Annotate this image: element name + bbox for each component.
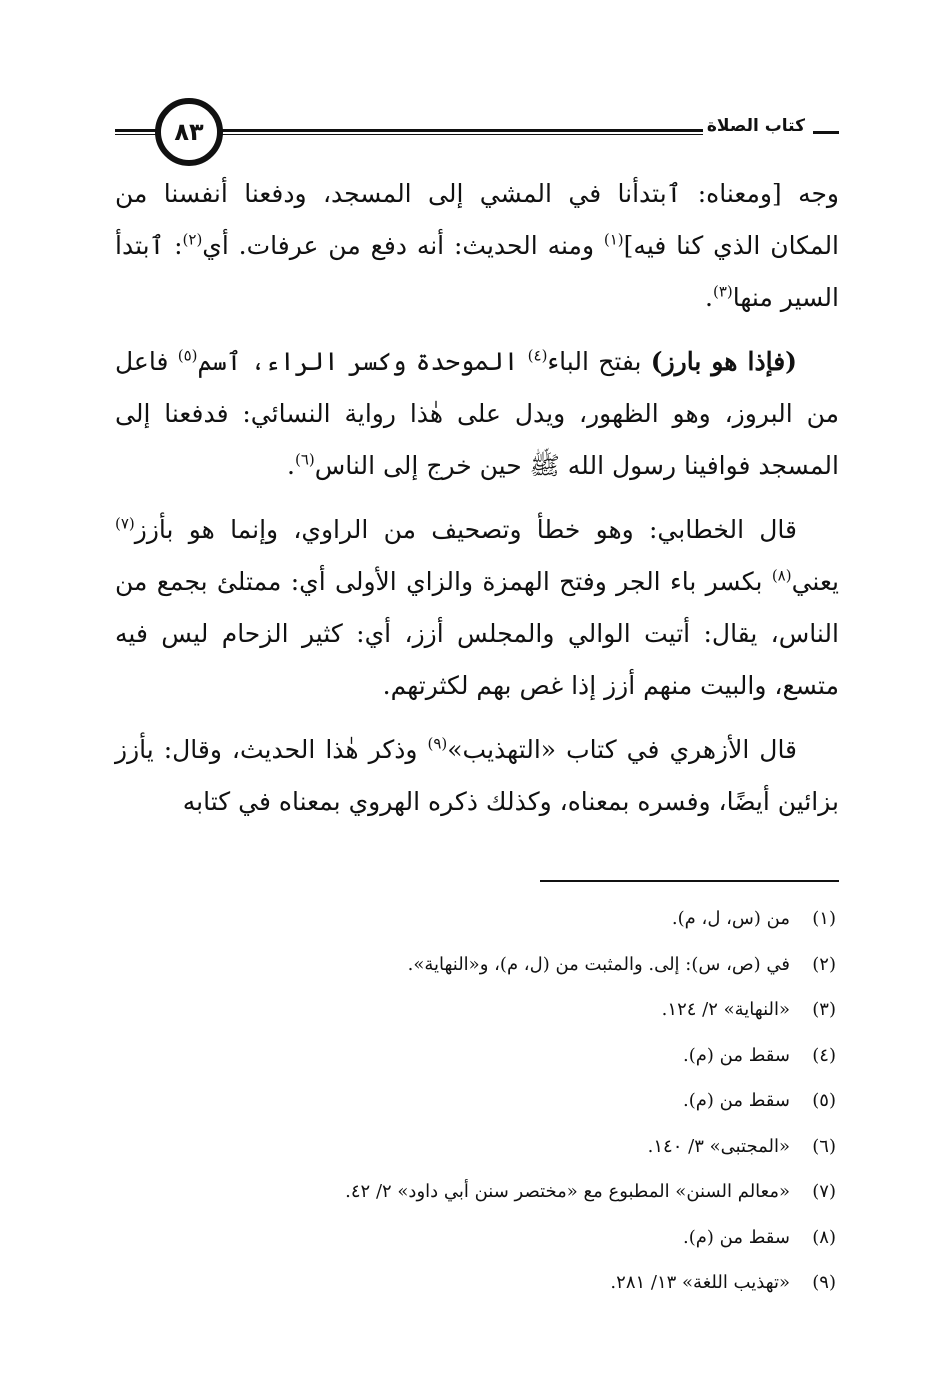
- footnote-1: [200, 896, 836, 942]
- footnote-mark: (٨): [812, 1226, 836, 1248]
- footnote-text: «المجتبى» ٣/ ١٤٠.: [647, 1135, 790, 1157]
- footnote-mark: (٧): [812, 1181, 836, 1202]
- main-text: [115, 168, 839, 840]
- footnote-5: [200, 1078, 836, 1124]
- text-run: : ٱبتدأ السير منها: [115, 231, 839, 312]
- header-rule-right-thin: [213, 134, 713, 135]
- footnote-6: [200, 1124, 836, 1170]
- running-title: كتاب الصلاة: [703, 116, 809, 136]
- footnote-ref-8[interactable]: (٨): [771, 566, 792, 585]
- paragraph-3: [115, 504, 839, 712]
- footnote-mark: (١): [812, 908, 836, 929]
- footnote-text: سقط من (م).: [683, 1044, 790, 1066]
- paragraph-1: [115, 168, 839, 324]
- lemma-heading: (فإذا هو بارز): [650, 347, 797, 376]
- footnote-ref-6[interactable]: (٦): [295, 450, 315, 469]
- footnote-9: [200, 1260, 836, 1306]
- footnote-mark: (٤): [812, 1044, 836, 1066]
- footnote-ref-1[interactable]: (١): [603, 230, 624, 249]
- footnote-text: سقط من (م).: [683, 1090, 790, 1111]
- paragraph-4: [115, 724, 839, 828]
- footnote-8: [200, 1215, 836, 1261]
- text-run: قال الخطابي: وهو خطأ وتصحيف من الراوي، وإنما هو بأزز: [134, 515, 797, 544]
- page-number-badge: [155, 98, 223, 166]
- text-run: فاعل من البروز، وهو الظهور، ويدل على هٰذا رواية النسائي: فدفعنا إلى المسجد فوافينا رسول الله ﷺ حين خرج إلى الناس: [115, 347, 839, 480]
- header-rule-right: [213, 129, 713, 132]
- footnote-text: من (س، ل، م).: [671, 908, 790, 929]
- text-run: .: [287, 451, 295, 480]
- header-rule-tail: [813, 131, 839, 134]
- footnote-mark: (٢): [812, 953, 836, 975]
- footnote-text: سقط من (م).: [683, 1226, 790, 1248]
- text-run: الموحدة وكسر الراء، ٱسم: [197, 347, 528, 376]
- footnote-2: [200, 942, 836, 988]
- footnote-text: «معالم السنن» المطبوع مع «مختصر سنن أبي داود» ٢/ ٤٢.: [345, 1181, 790, 1202]
- text-run: .: [705, 283, 713, 312]
- footnote-7: [200, 1169, 836, 1215]
- text-run: ومنه الحديث: أنه دفع من عرفات. أي: [202, 231, 604, 260]
- footnote-separator: [540, 880, 839, 882]
- footnote-ref-3[interactable]: (٣): [712, 282, 733, 301]
- footnote-mark: (٣): [812, 999, 836, 1020]
- footnote-ref-7[interactable]: (٧): [115, 514, 135, 533]
- paragraph-2: [115, 336, 839, 492]
- text-run: يعني: [791, 567, 839, 596]
- page-number: ٨٣: [174, 118, 204, 146]
- footnote-ref-2[interactable]: (٢): [182, 230, 203, 249]
- footnote-mark: (٥): [812, 1090, 836, 1111]
- footnote-text: «تهذيب اللغة» ١٣/ ٢٨١.: [610, 1272, 790, 1293]
- footnote-ref-4[interactable]: (٤): [527, 346, 548, 365]
- footnote-ref-9[interactable]: (٩): [427, 734, 448, 753]
- text-run: وجه [ومعناه: ٱبتدأنا في المشي إلى المسجد، ودفعنا أنفسنا من المكان الذي كنا فيه]: [115, 179, 840, 260]
- footnotes: [200, 896, 836, 1306]
- footnote-4: [200, 1033, 836, 1079]
- footnote-3: [200, 987, 836, 1033]
- page-header: [115, 98, 839, 168]
- footnote-mark: (٦): [812, 1135, 836, 1157]
- footnote-text: في (ص، س): إلى. والمثبت من (ل، م)، و«النهاية».: [407, 953, 790, 975]
- footnote-mark: (٩): [812, 1272, 836, 1293]
- footnote-ref-5[interactable]: (٥): [177, 346, 198, 365]
- text-run: بفتح الباء: [547, 347, 651, 376]
- text-run: قال الأزهري في كتاب «التهذيب»: [447, 735, 798, 764]
- text-run: بكسر باء الجر وفتح الهمزة والزاي الأولى أي: ممتلئ بجمع من الناس، يقال: أتيت الوالي والمجلس أزز، أي: كثير الزحام ليس فيه متسع، والبيت منهم أزز إذا غص بهم لكثرتهم.: [115, 567, 839, 700]
- text-run: وذكر هٰذا الحديث، وقال: يأزز بزائين أيضًا، وفسره بمعناه، وكذلك ذكره الهروي بمعناه في كتابه: [115, 735, 839, 816]
- footnote-text: «النهاية» ٢/ ١٢٤.: [661, 999, 790, 1020]
